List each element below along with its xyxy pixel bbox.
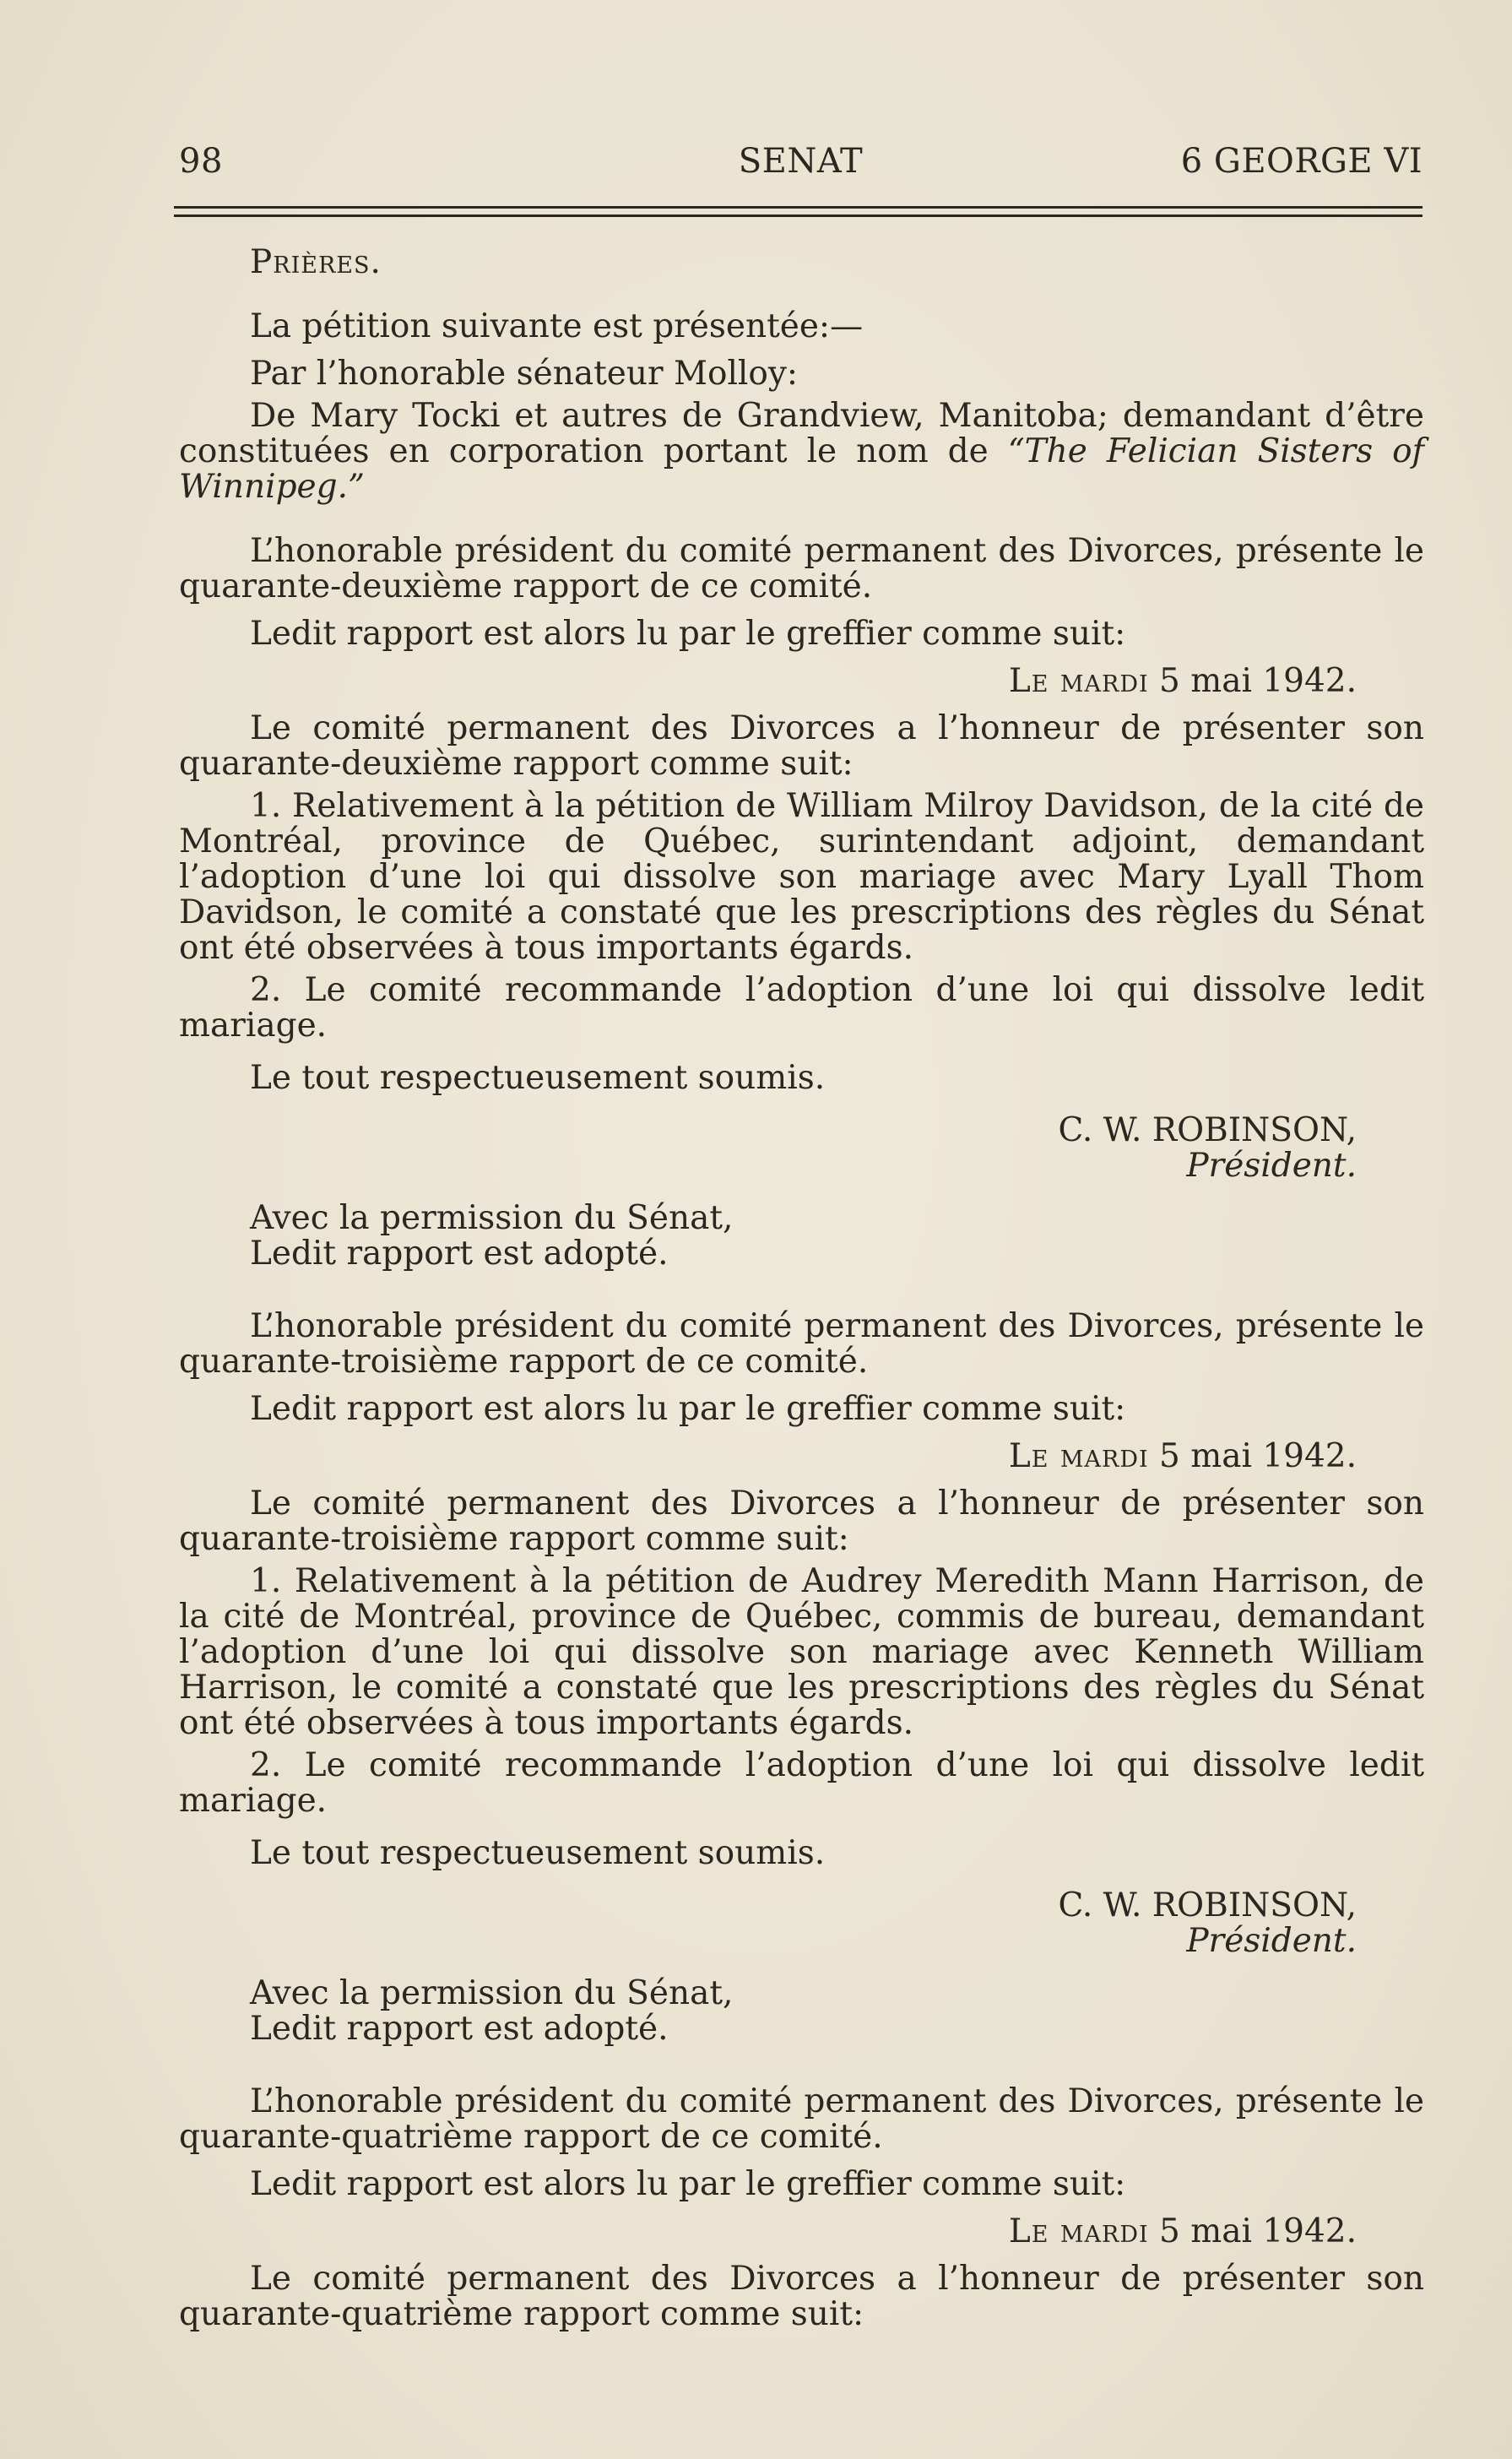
report2-item2: 2. Le comité recommande l’adoption d’une loi qui dissolve ledit mariage. xyxy=(179,1746,1424,1820)
report3-date-prefix: Le mardi xyxy=(1008,2212,1149,2250)
report3-read: Ledit rapport est alors lu par le greffier comme suit: xyxy=(250,2165,1126,2203)
header-title: SENAT xyxy=(738,142,864,181)
report2-date xyxy=(179,1439,1424,1474)
document-body xyxy=(179,245,1424,2332)
report2-item1: 1. Relativement à la pétition de Audrey Meredith Mann Harrison, de la cité de Montréal, province de Québec, commis de bureau, demandant l’adoption d’une loi qui dissolve son mariage avec Kenneth William Harrison, le comité a constaté que les prescriptions des règles du Sénat ont été observées à tous importants égards. xyxy=(179,1562,1424,1742)
petition-corporation-name: “The Felician Sisters of Winnipeg.” xyxy=(179,432,1424,506)
report2-closing: Le tout respectueusement soumis. xyxy=(250,1834,826,1872)
report3-presentation: L’honorable président du comité permanent des Divorces, présente le quarante-quatrième rapport de ce comité. xyxy=(179,2082,1424,2156)
petition-intro: La pétition suivante est présentée:— xyxy=(250,307,864,345)
report1-item2: 2. Le comité recommande l’adoption d’une loi qui dissolve ledit mariage. xyxy=(179,971,1424,1045)
report1-date-prefix: Le mardi xyxy=(1008,662,1149,700)
page-number: 98 xyxy=(179,142,223,181)
report1-signer-title: Président. xyxy=(1186,1147,1357,1185)
report2-read: Ledit rapport est alors lu par le greffier comme suit: xyxy=(250,1390,1126,1428)
report2-date-rest: 5 mai 1942. xyxy=(1148,1437,1357,1475)
report1-item1: 1. Relativement à la pétition de William Milroy Davidson, de la cité de Montréal, province de Québec, surintendant adjoint, demandant l’adoption d’une loi qui dissolve son mariage avec Mary Lyall Thom Davidson, le comité a constaté que les prescriptions des règles du Sénat ont été observées à tous importants égards. xyxy=(179,787,1424,967)
report1-signer: C. W. ROBINSON, xyxy=(1058,1111,1357,1149)
report1-date-rest: 5 mai 1942. xyxy=(1148,662,1357,700)
report1-date xyxy=(179,664,1424,699)
report2-adopted: Ledit rapport est adopté. xyxy=(250,2010,669,2048)
report2-signer-title: Président. xyxy=(1186,1922,1357,1960)
header-reign: 6 GEORGE VI xyxy=(1180,142,1423,181)
report3-intro: Le comité permanent des Divorces a l’honneur de présenter son quarante-quatrième rapport comme suit: xyxy=(179,2260,1424,2333)
report3-date xyxy=(179,2214,1424,2250)
header-rule-bottom xyxy=(174,214,1423,217)
report1-presentation: L’honorable président du comité permanent des Divorces, présente le quarante-deuxième rapport de ce comité. xyxy=(179,532,1424,605)
report1-permission: Avec la permission du Sénat, xyxy=(250,1199,734,1237)
petition-text-main: De Mary Tocki et autres de Grandview, Manitoba; demandant d’être constituées en corporation portant le nom de xyxy=(179,397,1424,470)
report1-adopted: Ledit rapport est adopté. xyxy=(250,1235,669,1273)
header-rule-top xyxy=(174,206,1423,209)
report3-date-rest: 5 mai 1942. xyxy=(1148,2212,1357,2250)
report2-intro: Le comité permanent des Divorces a l’honneur de présenter son quarante-troisième rapport comme suit: xyxy=(179,1485,1424,1558)
report2-presentation: L’honorable président du comité permanent des Divorces, présente le quarante-troisième rapport de ce comité. xyxy=(179,1307,1424,1381)
page-header xyxy=(179,142,1423,193)
report2-signer: C. W. ROBINSON, xyxy=(1058,1886,1357,1924)
report1-closing: Le tout respectueusement soumis. xyxy=(250,1059,826,1097)
petition-text xyxy=(179,399,1424,505)
prieres-heading: Prières. xyxy=(250,243,382,281)
report1-read: Ledit rapport est alors lu par le greffier comme suit: xyxy=(250,615,1126,653)
report2-permission: Avec la permission du Sénat, xyxy=(250,1974,734,2012)
petition-by: Par l’honorable sénateur Molloy: xyxy=(250,355,799,393)
report1-intro: Le comité permanent des Divorces a l’honneur de présenter son quarante-deuxième rapport comme suit: xyxy=(179,709,1424,783)
report2-date-prefix: Le mardi xyxy=(1008,1437,1149,1475)
